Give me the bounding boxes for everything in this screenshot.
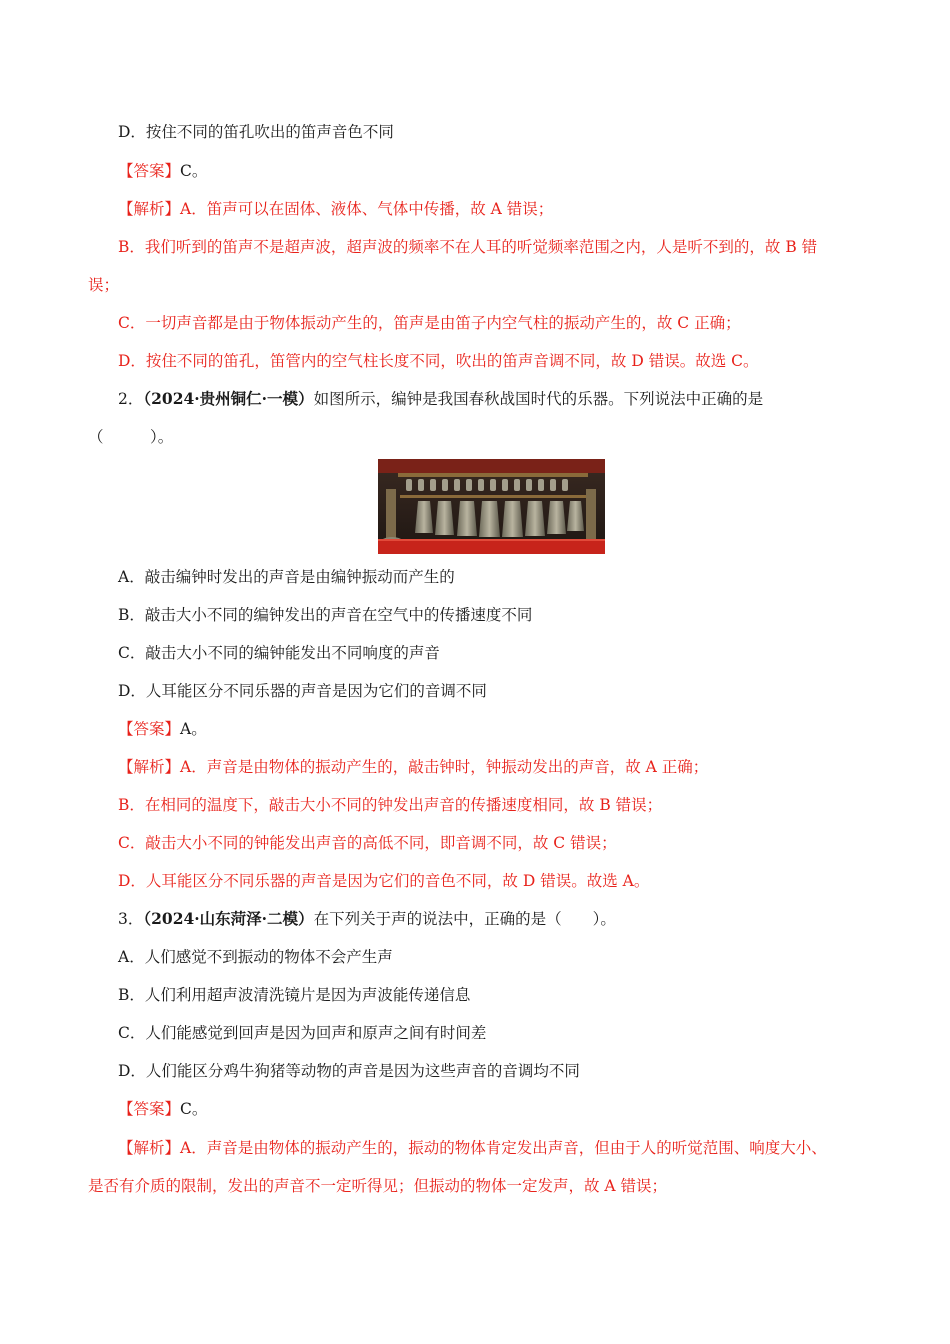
question-number: 2． (118, 390, 144, 408)
analysis-tag: 【解析】 (118, 1139, 181, 1157)
q3-stem: 3．（2024·山东菏泽·二模）在下列关于声的说法中，正确的是（ ）。 (118, 909, 616, 928)
question-source: （2024·贵州铜仁·一模） (143, 389, 314, 408)
q3-analysis-a-line2: 是否有介质的限制，发出的声音不一定听得见；但振动的物体一定发声，故 A 错误； (88, 1177, 668, 1195)
answer-value: A。 (180, 720, 207, 738)
q3-analysis-a-line1: 【解析】A．声音是由物体的振动产生的，振动的物体肯定发出声音，但由于人的听觉范围、响度大小、 (118, 1139, 827, 1157)
q2-stem: 2．（2024·贵州铜仁·一模）如图所示，编钟是我国春秋战国时代的乐器。下列说法中正确的是 (118, 389, 764, 408)
q1-option-d: D．按住不同的笛孔吹出的笛声音色不同 (118, 123, 394, 141)
q1-analysis-c: C．一切声音都是由于物体振动产生的，笛声是由笛子内空气柱的振动产生的，故 C 正确； (118, 314, 741, 332)
q2-answer (118, 719, 207, 739)
answer-tag: 【答案】 (118, 720, 181, 738)
answer-tag: 【答案】 (118, 162, 181, 180)
q1-analysis-b-line1: B．我们听到的笛声不是超声波，超声波的频率不在人耳的听觉频率范围之内，人是听不到的，故 B 错 (118, 238, 818, 256)
q1-analysis-b-line2: 误； (88, 276, 120, 294)
q2-option-a: A．敲击编钟时发出的声音是由编钟振动而产生的 (118, 568, 455, 586)
q2-stem-line2: （ ）。 (88, 428, 174, 446)
q3-option-c: C．人们能感觉到回声是因为回声和原声之间有时间差 (118, 1024, 487, 1042)
q1-analysis-d: D．按住不同的笛孔，笛管内的空气柱长度不同，吹出的笛声音调不同，故 D 错误。故选 C。 (118, 352, 759, 370)
analysis-tag: 【解析】 (118, 200, 181, 218)
q3-option-a: A．人们感觉不到振动的物体不会产生声 (118, 948, 393, 966)
q2-analysis-c: C．敲击大小不同的钟能发出声音的高低不同，即音调不同，故 C 错误； (118, 834, 617, 852)
q1-answer (118, 161, 207, 181)
answer-value: C。 (180, 162, 208, 180)
q3-option-b: B．人们利用超声波清洗镜片是因为声波能传递信息 (118, 986, 471, 1004)
question-number: 3． (118, 910, 144, 928)
analysis-tag: 【解析】 (118, 758, 181, 776)
q2-option-c: C．敲击大小不同的编钟能发出不同响度的声音 (118, 644, 440, 662)
bianzhong-image (378, 459, 605, 554)
question-source: （2024·山东菏泽·二模） (143, 909, 314, 928)
answer-tag: 【答案】 (118, 1100, 181, 1118)
q3-option-d: D．人们能区分鸡牛狗猪等动物的声音是因为这些声音的音调均不同 (118, 1062, 580, 1080)
q3-answer (118, 1099, 207, 1119)
q2-analysis-d: D．人耳能区分不同乐器的声音是因为它们的音色不同，故 D 错误。故选 A。 (118, 872, 650, 890)
q2-option-d: D．人耳能区分不同乐器的声音是因为它们的音调不同 (118, 682, 487, 700)
q2-analysis-b: B．在相同的温度下，敲击大小不同的钟发出声音的传播速度相同，故 B 错误； (118, 796, 663, 814)
q1-analysis-a: 【解析】A．笛声可以在固体、液体、气体中传播，故 A 错误； (118, 200, 554, 218)
q2-option-b: B．敲击大小不同的编钟发出的声音在空气中的传播速度不同 (118, 606, 533, 624)
answer-value: C。 (180, 1100, 208, 1118)
q2-analysis-a: 【解析】A．声音是由物体的振动产生的，敲击钟时，钟振动发出的声音，故 A 正确； (118, 758, 709, 776)
